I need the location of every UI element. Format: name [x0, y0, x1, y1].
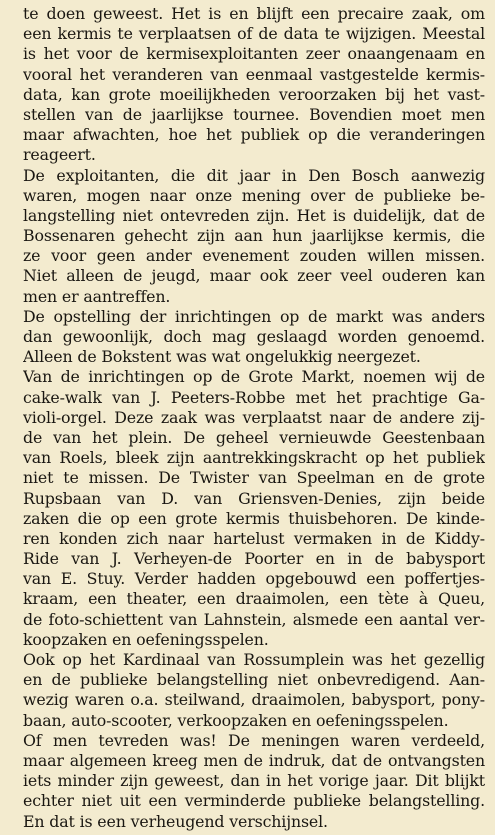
text-line: de van het plein. De geheel vernieuwde Geestenbaan: [23, 427, 485, 447]
text-line: wezig waren o.a. steilwand, draaimolen, babysport, pony-: [23, 690, 485, 710]
paragraph: [23, 731, 485, 832]
text-line: violi-orgel. Deze zaak was verplaatst naar de andere zij-: [23, 407, 485, 427]
text-line: En dat is een verheugend verschijnsel.: [23, 811, 328, 831]
text-line: cake-walk van J. Peeters-Robbe met het prachtige Ga-: [23, 387, 485, 407]
text-line: De opstelling der inrichtingen op de markt was anders: [23, 306, 485, 326]
text-line: men er aantreffen.: [23, 286, 171, 306]
text-line: Niet alleen de jeugd, maar ook zeer veel ouderen kan: [23, 266, 485, 286]
text-line: te doen geweest. Het is en blijft een precaire zaak, om: [23, 4, 485, 23]
text-line: Ride van J. Verheyen-de Poorter en in de babysport: [23, 549, 485, 569]
text-line: reageert.: [23, 145, 96, 165]
text-line: echter niet uit een verminderde publieke belangstelling.: [23, 791, 485, 811]
text-line: ze voor geen ander evenement zouden willen missen.: [23, 246, 485, 266]
text-line: de foto-schiettent van Lahnstein, alsmede een aantal ver-: [23, 609, 485, 629]
text-line: en de publieke belangstelling niet onbevredigend. Aan-: [23, 670, 485, 690]
text-line: koopzaken en oefeningsspelen.: [23, 629, 269, 649]
paragraph: [23, 650, 485, 731]
text-line: niet te missen. De Twister van Speelman en de grote: [23, 468, 485, 488]
text-line: baan, auto-scooter, verkoopzaken en oefeningsspelen.: [23, 710, 449, 730]
paragraph: [23, 307, 485, 368]
text-line: zaken die op een grote kermis thuisbehoren. De kinde-: [23, 508, 485, 528]
text-line: langstelling niet ontevreden zijn. Het is duidelijk, dat de: [23, 205, 485, 225]
text-line: Bossenaren gehecht zijn aan hun jaarlijkse kermis, die: [23, 226, 485, 246]
text-line: maar algemeen kreeg men de indruk, dat de ontvangsten: [23, 750, 485, 770]
text-line: maar afwachten, hoe het publiek op die veranderingen: [23, 125, 485, 145]
text-line: een kermis te verplaatsen of de data te wijzigen. Meestal: [23, 24, 485, 44]
text-line: De exploitanten, die dit jaar in Den Bosch aanwezig: [23, 165, 485, 185]
paragraph: [23, 166, 485, 307]
text-line: Ook op het Kardinaal van Rossumplein was het gezellig: [23, 650, 485, 669]
paragraph: [23, 4, 485, 166]
text-line: kraam, een theater, een draaimolen, een tète à Queu,: [23, 589, 485, 609]
text-line: waren, mogen naar onze mening over de publieke be-: [23, 185, 485, 205]
text-line: Rupsbaan van D. van Griensven-Denies, zijn beide: [23, 488, 485, 508]
text-line: ren konden zich naar hartelust vermaken in de Kiddy-: [23, 528, 485, 548]
text-line: dan gewoonlijk, doch mag geslaagd worden genoemd.: [23, 327, 485, 346]
text-line: Alleen de Bokstent was wat ongelukkig neergezet.: [23, 347, 421, 367]
text-line: Of men tevreden was! De meningen waren verdeeld,: [23, 730, 485, 750]
text-line: van Roels, bleek zijn aantrekkingskracht op het publiek: [23, 448, 485, 468]
text-line: Van de inrichtingen op de Grote Markt, noemen wij de: [23, 367, 485, 387]
text-line: data, kan grote moeilijkheden veroorzaken bij het vast-: [23, 84, 485, 104]
text-line: is het voor de kermisexploitanten zeer onaangenaam en: [23, 44, 485, 64]
paragraph: [23, 367, 485, 650]
text-line: iets minder zijn geweest, dan in het vorige jaar. Dit blijkt: [23, 771, 485, 791]
text-line: stellen van de jaarlijkse tournee. Bovendien moet men: [23, 104, 485, 124]
text-line: van E. Stuy. Verder hadden opgebouwd een poffertjes-: [23, 569, 485, 589]
text-line: vooral het veranderen van eenmaal vastgestelde kermis-: [23, 64, 485, 84]
